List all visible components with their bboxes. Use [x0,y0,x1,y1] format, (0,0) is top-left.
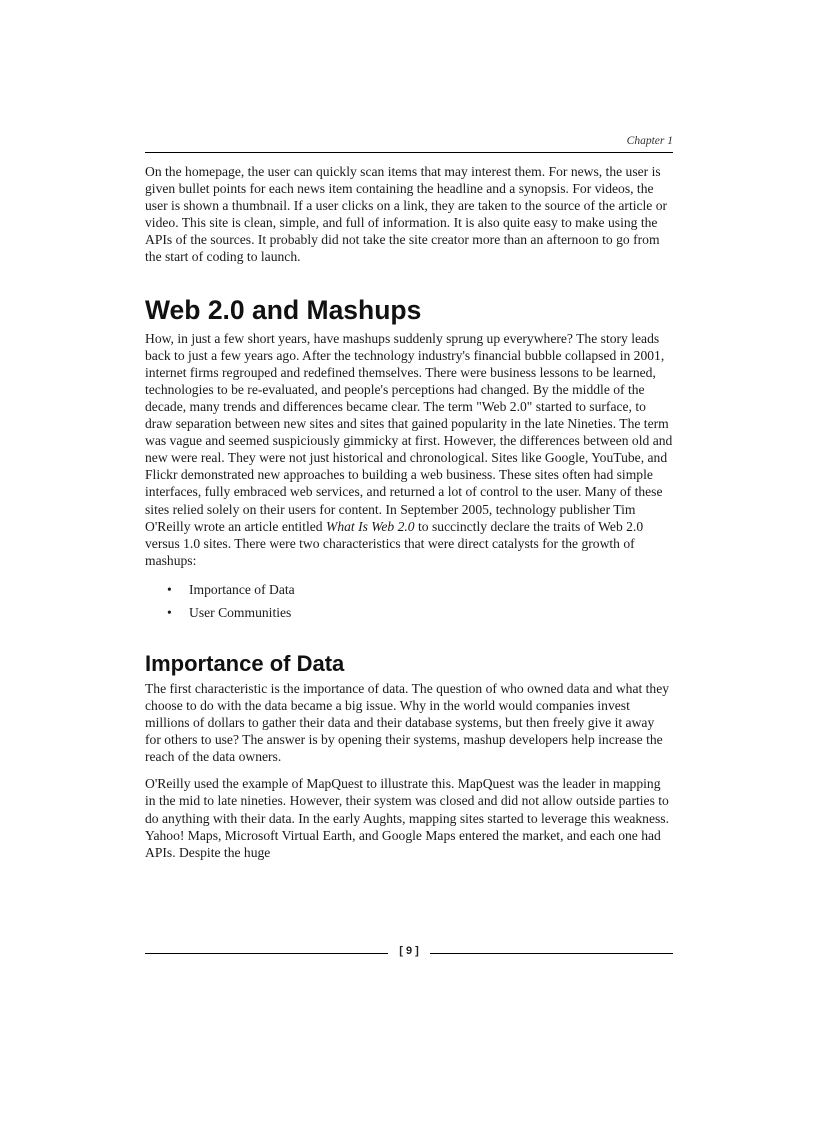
section-heading-web20: Web 2.0 and Mashups [145,294,422,325]
web20-paragraph-text-start: How, in just a few short years, have mashups suddenly sprung up everywhere? The story leads back to just a few years ago. After the technology industry's financial bubble collapsed in 2001, internet firms regrouped and redefined themselves. There were business lessons to be learned, technologies to be re-evaluated, and people's perceptions had changed. By the middle of the decade, many trends and differences became clear. The term "Web 2.0" started to surface, to draw separation between new sites and sites that gained popularity in the late Nineties. The term was vague and seemed suspiciously gimmicky at first. However, the differences between old and new were real. They were not just historical and chronological. Sites like Google, YouTube, and Flickr demonstrated new approaches to building a web business. These sites often had simple interfaces, fully embraced web services, and returned a lot of control to the user. Many of these sites relied solely on their users for content. In September 2005, technology publisher Tim O'Reilly wrote an article entitled [145,330,673,534]
footer-rule-right [430,953,673,954]
list-item [167,578,673,602]
book-page [145,0,673,1123]
data-paragraph-2: O'Reilly used the example of MapQuest to illustrate this. MapQuest was the leader in mapping in the mid to late nineties. However, their system was closed and did not allow outside parties to do anything with their data. In the early Aughts, mapping sites started to leverage this weakness. Yahoo! Maps, Microsoft Virtual Earth, and Google Maps entered the market, and each one had APIs. Despite the huge [145,776,669,860]
page-footer [145,944,673,964]
running-header [145,134,673,153]
web20-paragraph-text-end: to succinctly declare the traits of Web 2.0 versus 1.0 sites. There were two characteristics that were direct catalysts for the growth of mashups: [145,518,644,568]
page-content [145,163,673,861]
data-paragraph-1: The first characteristic is the importance of data. The question of who owned data and what they choose to do with the data became a big issue. Why in the world would companies invest millions of dollars to gather their data and their database systems, but then freely give it away for others to use? The answer is by opening their systems, mashup developers help increase the reach of the data owners. [145,680,670,765]
chapter-label: Chapter 1 [626,135,673,147]
intro-paragraph: On the homepage, the user can quickly scan items that may interest them. For news, the user is given bullet points for each news item containing the headline and a synopsis. For videos, the user is shown a thumbnail. If a user clicks on a link, they are taken to the source of the article or video. This site is clean, simple, and full of information. It is also quite easy to make using the APIs of the sources. It probably did not take the site creator more than an afternoon to go from the start of coding to launch. [145,164,668,265]
bullet-icon: • [167,605,172,621]
bullet-icon: • [167,581,172,597]
characteristics-list [145,578,673,625]
list-item [167,601,673,625]
list-item-text: User Communities [189,605,292,621]
list-item-text: Importance of Data [189,581,295,597]
section-heading-importance-of-data: Importance of Data [145,650,345,676]
article-title-italic: What Is Web 2.0 [326,518,415,534]
web20-paragraph [145,330,673,569]
page-number: [ 9 ] [399,945,419,957]
